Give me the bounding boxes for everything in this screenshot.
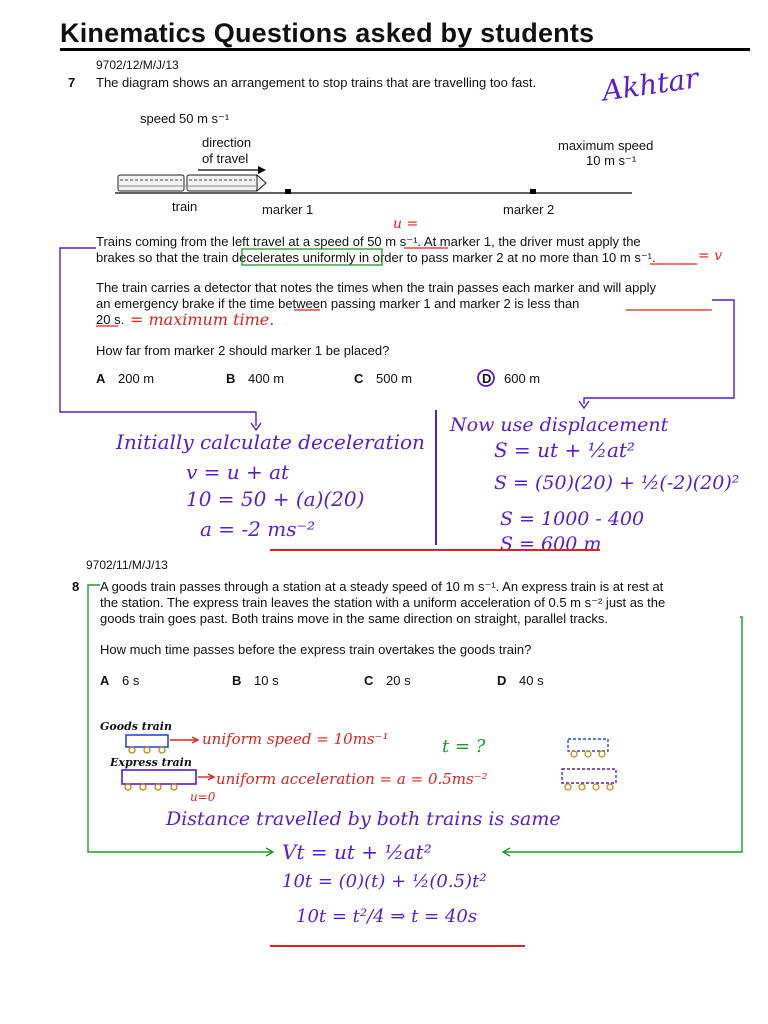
q8-question: How much time passes before the express train overtakes the goods train? <box>100 642 532 657</box>
max-speed-label-1: maximum speed <box>558 138 654 153</box>
max-time-annotation: = maximum time. <box>130 310 275 329</box>
q7-para2-line3: 20 s. <box>96 312 125 327</box>
marker1-label: marker 1 <box>262 202 314 217</box>
q7-left-heading: Initially calculate deceleration <box>116 430 425 454</box>
q8-option-a: A 6 s <box>100 673 140 688</box>
distance-note: Distance travelled by both trains is same <box>166 808 561 830</box>
q7-intro: The diagram shows an arrangement to stop trains that are travelling too fast. <box>96 75 537 90</box>
q7-para1-line2: brakes so that the train decelerates uniformly in order to pass marker 2 at no more than 10 m s⁻¹. <box>96 250 656 265</box>
q8-line-3: goods train goes past. Both trains move in the same direction on straight, parallel tracks. <box>100 611 608 626</box>
goods-train-sketch <box>126 735 198 753</box>
q8-option-c: C 20 s <box>364 673 411 688</box>
marker2-tick <box>530 189 536 194</box>
green-connector-left <box>88 585 272 852</box>
q8-line-work-2: 10t = (0)(t) + ½(0.5)t² <box>282 871 487 892</box>
q7-question: How far from marker 2 should marker 1 be placed? <box>96 343 390 358</box>
marker1-tick <box>285 189 291 194</box>
q7-right-line-2: S = (50)(20) + ½(-2)(20)² <box>494 472 740 494</box>
t-unknown-note: t = ? <box>442 736 486 757</box>
q7-reference: 9702/12/M/J/13 <box>96 58 179 72</box>
q7-option-b: B 400 m <box>226 371 285 386</box>
q8-option-b: B 10 s <box>232 673 279 688</box>
q7-option-c: C 500 m <box>354 371 413 386</box>
q7-underlines <box>96 248 712 326</box>
q8-line-1: A goods train passes through a station at a steady speed of 10 m s⁻¹. An express train is at rest at <box>100 579 664 594</box>
q7-number: 7 <box>68 75 76 90</box>
q7-right-line-1: S = ut + ½at² <box>494 438 635 462</box>
q7-para2-line1: The train carries a detector that notes the times when the train passes each marker and will apply <box>96 280 657 295</box>
page-title: Kinematics Questions asked by students <box>60 18 595 48</box>
q8-line-work-3: 10t = t²/4 ⇒ t = 40s <box>296 906 478 927</box>
green-highlight-box <box>242 249 382 265</box>
u-annotation: u = <box>393 216 419 232</box>
answer-circle <box>478 370 494 386</box>
marker2-label: marker 2 <box>503 202 555 217</box>
express-train-sketch <box>122 770 214 790</box>
uniform-accel-note: uniform acceleration = a = 0.5ms⁻² <box>216 770 488 788</box>
connector-right <box>584 300 734 404</box>
q7-para2-line2: an emergency brake if the time between passing marker 1 and marker 2 is less than <box>96 296 580 311</box>
connector-left <box>60 248 256 426</box>
dashed-goods-train <box>568 739 608 757</box>
q7-right-heading: Now use displacement <box>450 414 669 436</box>
express-train-label: Express train <box>110 756 192 769</box>
green-connector-right <box>504 617 742 852</box>
q8-line-work-1: Vt = ut + ½at² <box>282 840 432 864</box>
q7-left-line-1: v = u + at <box>186 460 290 484</box>
q7-left-line-2: 10 = 50 + (a)(20) <box>186 487 365 511</box>
train-icon <box>118 175 266 191</box>
v-annotation: = v <box>698 248 723 264</box>
goods-train-label: Goods train <box>100 720 172 733</box>
q8-reference: 9702/11/M/J/13 <box>86 558 168 572</box>
direction-label-1: direction <box>202 135 252 150</box>
speed-label: speed 50 m s⁻¹ <box>140 111 230 126</box>
q7-para1-line1: Trains coming from the left travel at a speed of 50 m s⁻¹. At marker 1, the driver must apply the <box>96 234 641 249</box>
q7-right-line-3: S = 1000 - 400 <box>500 508 645 530</box>
direction-label-2: of travel <box>202 151 249 166</box>
q8-line-2: the station. The express train leaves the station with a uniform acceleration of 0.5 m s⁻² just as the <box>100 595 666 610</box>
q8-number: 8 <box>72 579 80 594</box>
dashed-express-train <box>562 769 616 790</box>
q7-option-a: A 200 m <box>96 371 155 386</box>
u-zero-label: u=0 <box>190 790 216 804</box>
train-label: train <box>172 199 198 214</box>
q7-option-d: D 600 m <box>482 371 541 386</box>
signature: Akhtar <box>600 61 701 108</box>
q7-right-line-4: S = 600 m <box>500 533 602 555</box>
q7-left-line-3: a = -2 ms⁻² <box>200 517 316 541</box>
uniform-speed-note: uniform speed = 10ms⁻¹ <box>202 730 389 748</box>
max-speed-label-2: 10 m s⁻¹ <box>586 153 637 168</box>
q8-option-d: D 40 s <box>497 673 544 688</box>
